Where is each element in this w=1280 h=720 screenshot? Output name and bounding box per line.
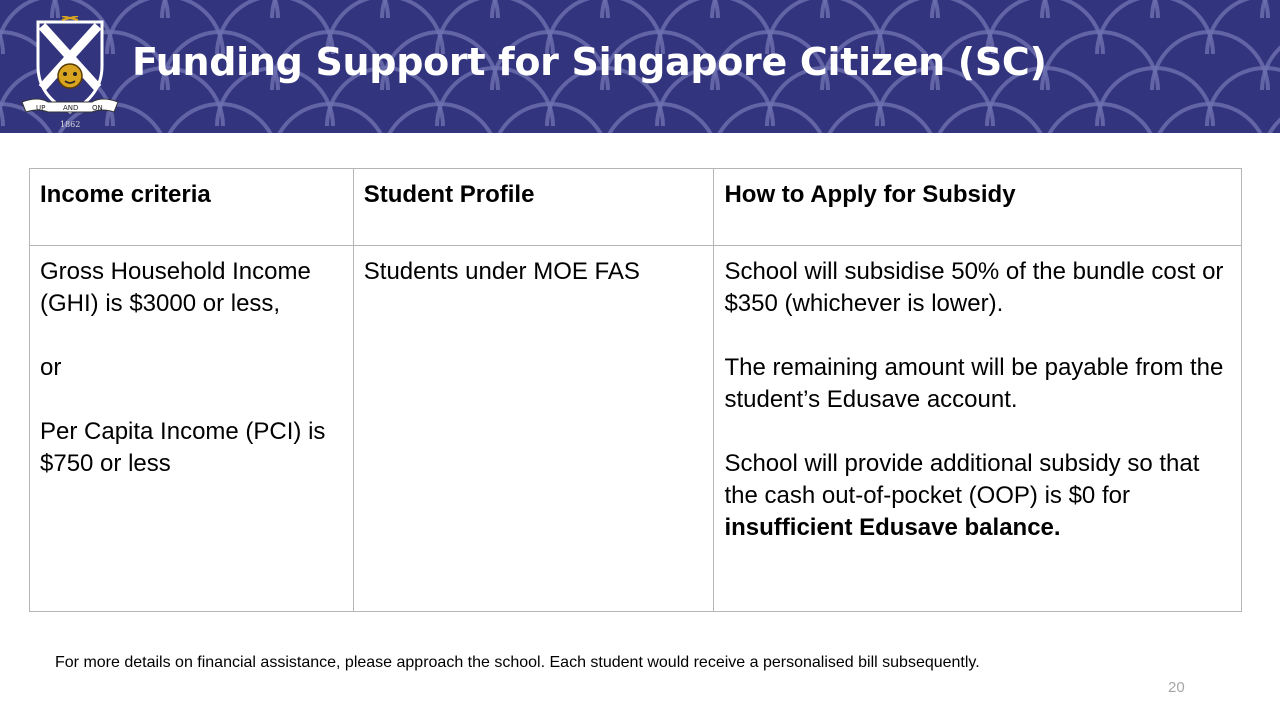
apply-additional-prefix: School will provide additional subsidy so that the cash out-of-pocket (OOP) is $0 for [724,450,1200,509]
table-header-row [30,169,1242,246]
how-to-apply-cell [714,246,1242,612]
slide-title: Funding Support for Singapore Citizen (SC) [132,40,1047,84]
footnote: For more details on financial assistance, please approach the school. Each student would receive a personalised bill subsequently. [55,654,980,671]
crest-motto-word: ON [92,104,103,112]
student-profile-cell [353,246,714,612]
funding-table [29,168,1242,612]
income-pci-text: Per Capita Income (PCI) is $750 or less [40,418,326,477]
header-how-to-apply: How to Apply for Subsidy [714,169,1242,246]
header-student-profile: Student Profile [353,169,714,246]
crest-year: 1862 [60,120,81,129]
school-crest-logo [18,16,122,132]
apply-subsidy-text: School will subsidise 50% of the bundle cost or $350 (whichever is lower). [724,258,1224,317]
income-criteria-cell [30,246,354,612]
crest-motto-word: UP [36,104,46,112]
apply-edusave-text: The remaining amount will be payable from the student’s Edusave account. [724,354,1224,413]
income-or-text: or [40,354,62,381]
crest-motto-word: AND [63,104,79,112]
income-ghi-text: Gross Household Income (GHI) is $3000 or less, [40,258,311,317]
header-banner [0,0,1280,133]
table-row [30,246,1242,612]
student-profile-text: Students under MOE FAS [363,258,640,285]
page-number: 20 [1168,679,1185,696]
apply-additional-subsidy-text [724,448,1231,544]
apply-additional-emphasis: insufficient Edusave balance. [724,514,1061,541]
header-income-criteria: Income criteria [30,169,354,246]
